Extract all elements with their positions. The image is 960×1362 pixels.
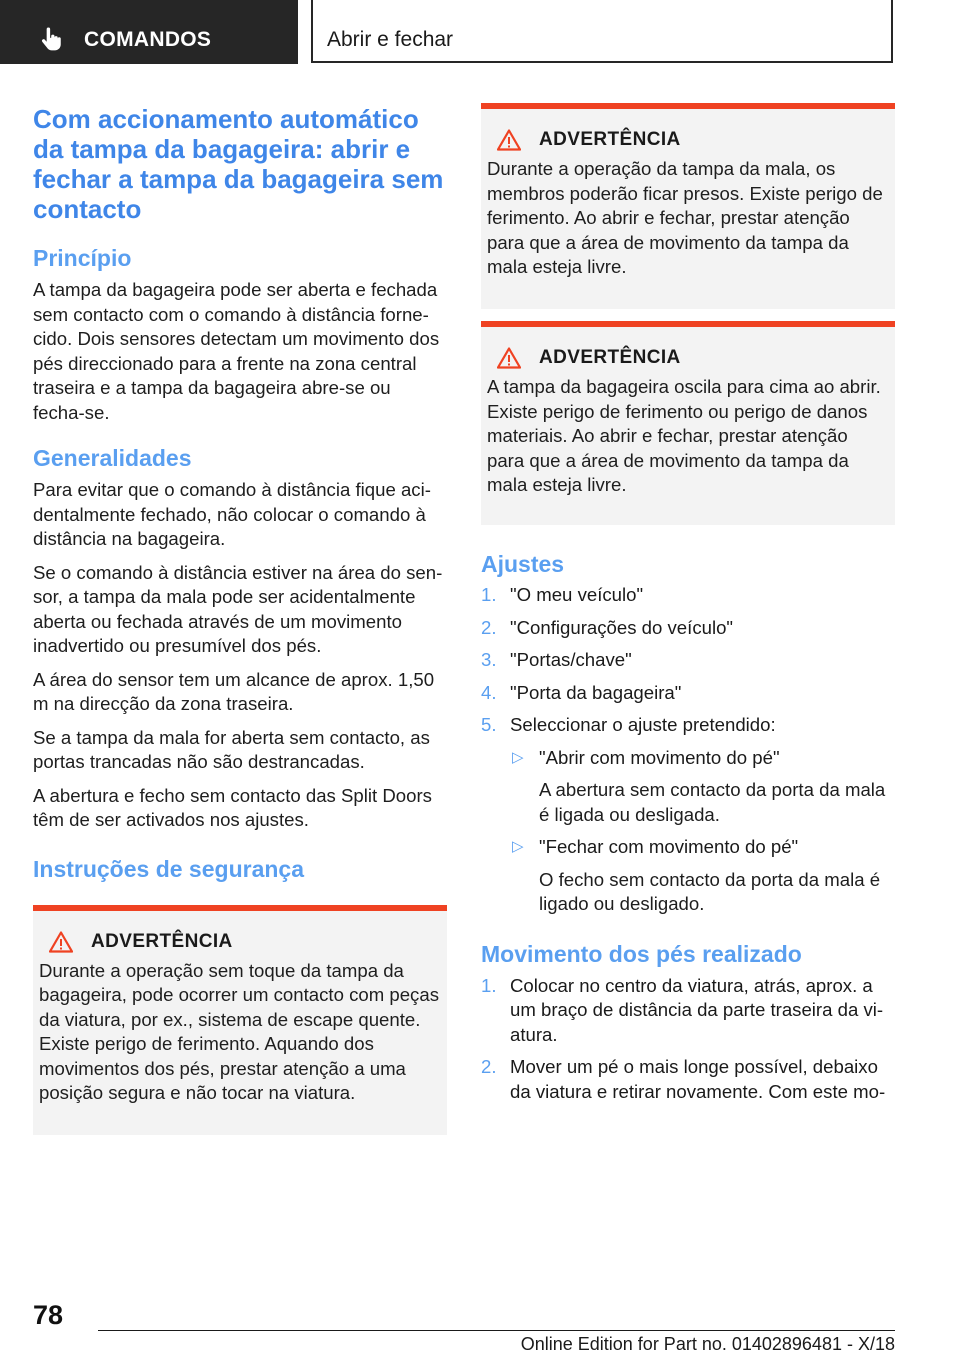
step-number: 1. [481,974,497,996]
step-text: Seleccionar o ajuste pretendido: [510,714,776,735]
step-number: 5. [481,714,497,735]
subsection-box [311,0,893,63]
step-number: 4. [481,681,497,703]
step-number: 3. [481,649,497,670]
step-text: "Porta da bagageira" [510,681,682,703]
warning-text: Durante a operação sem toque da tampa da bagageira, pode ocorrer um contacto com peças da viatura, por ex., sistema de escape quente. Existe perigo de ferimento. Aquando dos movimentos dos pés, prestar atenção a uma posição segura e não tocar na viatura. [39,959,439,1103]
warning-triangle-icon [49,931,73,953]
step-text: Colocar no centro da viatura, atrás, aprox. a um braço de distância da parte traseira da viatura. [510,974,884,1045]
option-label: "Abrir com movimento do pé" [539,746,780,768]
step-text: "Configurações do veículo" [510,616,734,638]
list-item [481,681,895,706]
step-text: "O meu veículo" [510,584,644,605]
ajustes-heading: Ajustes [481,551,565,577]
movimento-heading: Movimento dos pés realizado [481,940,802,967]
footer-rule [98,1330,895,1331]
principio-heading: Princípio [33,245,132,271]
page-title: Com accionamento automático da tampa da bagageira: abrir e fechar a tampa da bagageira sem contacto [33,104,444,224]
page-number: 78 [33,1300,64,1330]
touch-hand-icon [38,26,64,52]
seguranca-heading: Instruções de segurança [33,855,304,882]
option-item [510,835,895,917]
chapter-tab [0,0,298,64]
list-item [481,616,895,641]
list-item [481,648,895,673]
option-description: O fecho sem contacto da porta da mala é ligado ou desligado. [539,868,881,914]
step-text: Mover um pé o mais longe possível, debaixo da viatura e retirar novamente. Com este mo- [510,1056,886,1102]
chapter-label: COMANDOS [84,28,212,51]
option-label: "Fechar com movimento do pé" [539,836,799,857]
generalidades-paragraph: Se o comando à distância estiver na área do sensor, a tampa da mala pode ser acidentalmente aberta ou fechada através de um movimento inadvertido ou presumível dos pés. [33,561,443,656]
warning-box [33,905,447,1135]
warning-triangle-icon [497,129,521,151]
warning-box [481,321,895,525]
warning-label: ADVERTÊNCIA [539,129,681,150]
step-number: 2. [481,1056,497,1077]
right-column [481,103,895,1104]
generalidades-paragraph: Se a tampa da mala for aberta sem contacto, as portas trancadas não são destrancadas. [33,726,430,772]
warning-triangle-icon [497,347,521,369]
ajustes-options [510,746,895,917]
warning-header [497,129,889,151]
warning-label: ADVERTÊNCIA [539,347,681,368]
warning-text: A tampa da bagageira oscila para cima ao abrir. Existe perigo de ferimento ou perigo de danos materiais. Ao abrir e fechar, prestar atenção para que a área de movimento da tampa da mala esteja livre. [487,376,881,495]
option-item [510,746,895,828]
triangle-bullet-icon: ▷ [512,748,524,766]
warning-header [49,931,441,953]
step-number: 1. [481,584,497,605]
subsection-label: Abrir e fechar [327,28,454,51]
warning-text: Durante a operação da tampa da mala, os membros poderão ficar presos. Existe perigo de ferimento. Ao abrir e fechar, prestar atenção para que a área de movimento da tampa da mala esteja livre. [487,158,883,277]
step-number: 2. [481,616,497,638]
list-item [481,1055,895,1104]
list-item [481,583,895,608]
generalidades-paragraph: A abertura e fecho sem contacto das Split Doors têm de ser activados nos ajustes. [33,784,432,830]
step-text: "Portas/chave" [510,649,632,670]
option-description: A abertura sem contacto da porta da mala é ligada ou desligada. [539,779,886,825]
warning-box [481,103,895,309]
left-column [33,100,447,1135]
warning-header [497,347,889,369]
warning-label: ADVERTÊNCIA [91,930,233,952]
generalidades-paragraph: A área do sensor tem um alcance de aprox. 1,50 m na direcção da zona traseira. [33,668,435,714]
generalidades-heading: Generalidades [33,445,192,471]
movimento-steps [481,974,895,1105]
list-item [481,974,895,1048]
list-item [481,713,895,917]
ajustes-steps [481,583,895,917]
principio-text: A tampa da bagageira pode ser aberta e fechada sem contacto com o comando à distância fornecido. Dois sensores detectam um movimento dos pés direccionado para a frente na zona central traseira e a tampa da bagageira abre-se ou fecha-se. [33,279,440,423]
generalidades-paragraph: Para evitar que o comando à distância fique acidentalmente fechado, não colocar o comando à distância na bagageira. [33,479,431,549]
edition-footer: Online Edition for Part no. 01402896481 - X/18 [520,1334,895,1354]
triangle-bullet-icon: ▷ [512,838,524,855]
